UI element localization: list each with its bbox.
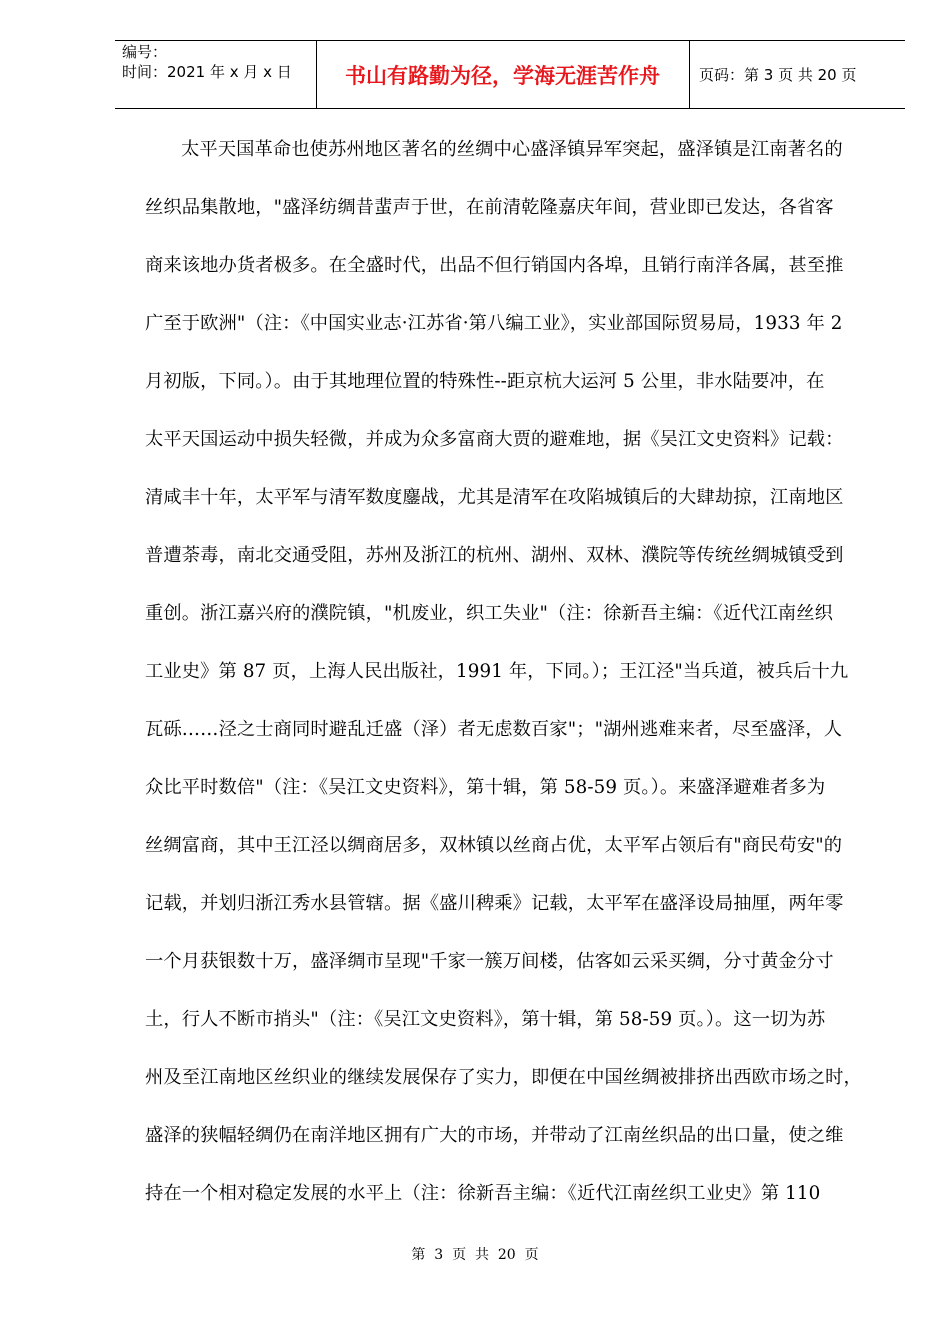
text-line: 商来该地办货者极多。在全盛时代，出品不但行销国内各埠，且销行南洋各属，甚至推: [145, 255, 844, 276]
text-line: 持在一个相对稳定发展的水平上（注：徐新吾主编：《近代江南丝织工业史》第 110: [145, 1183, 821, 1204]
text-line: 清咸丰十年，太平军与清军数度鏖战，尤其是清军在攻陷城镇后的大肆劫掠，江南地区: [145, 487, 844, 508]
text-line: 普遭荼毒，南北交通受阻，苏州及浙江的杭州、湖州、双林、濮院等传统丝绸城镇受到: [145, 545, 844, 566]
time-label: 时间：2021 年 x 月 x 日: [122, 63, 292, 81]
text-line: 重创。浙江嘉兴府的濮院镇，"机废业，织工失业"（注：徐新吾主编：《近代江南丝织: [145, 603, 833, 624]
number-label: 编号：: [122, 43, 168, 61]
text-line: 土，行人不断市捎头"（注：《吴江文史资料》，第十辑，第 58-59 页。）。这一切为苏: [145, 1009, 826, 1030]
text-line: 广至于欧洲"（注：《中国实业志·江苏省·第八编工业》，实业部国际贸易局，1933 年 2: [145, 313, 843, 334]
text-line: 月初版，下同。）。由于其地理位置的特殊性--距京杭大运河 5 公里，非水陆要冲，在: [145, 371, 825, 392]
text-line: 太平天国革命也使苏州地区著名的丝绸中心盛泽镇异军突起，盛泽镇是江南著名的: [181, 139, 843, 160]
header-page-code: 页码：第 3 页 共 20 页: [699, 66, 857, 84]
text-line: 一个月获银数十万，盛泽绸市呈现"千家一簇万间楼，估客如云采买绸，分寸黄金分寸: [145, 951, 834, 972]
page-footer: 第 3 页 共 20 页: [411, 1247, 539, 1263]
header-meta-cell: [115, 41, 317, 108]
header-page-cell: [690, 41, 905, 108]
text-line: 州及至江南地区丝织业的继续发展保存了实力，即便在中国丝绸被排挤出西欧市场之时，: [145, 1067, 862, 1088]
text-line: 丝织品集散地，"盛泽纺绸昔蜚声于世，在前清乾隆嘉庆年间，营业即已发达，各省客: [145, 197, 834, 218]
text-line: 众比平时数倍"（注：《吴江文史资料》，第十辑，第 58-59 页。）。来盛泽避难者多为: [145, 777, 826, 798]
text-line: 记载，并划归浙江秀水县管辖。据《盛川稗乘》记载，太平军在盛泽设局抽厘，两年零: [145, 893, 844, 914]
page-header: [115, 40, 905, 109]
text-line: 太平天国运动中损失轻微，并成为众多富商大贾的避难地，据《吴江文史资料》记载：: [145, 429, 844, 450]
text-line: 盛泽的狭幅轻绸仍在南洋地区拥有广大的市场，并带动了江南丝织品的出口量，使之维: [145, 1125, 844, 1146]
header-motto-cell: [316, 41, 690, 108]
motto-text: 书山有路勤为径，学海无涯苦作舟: [345, 63, 660, 88]
text-line: 丝绸富商，其中王江泾以绸商居多，双林镇以丝商占优，太平军占领后有"商民苟安"的: [145, 835, 843, 856]
text-line: 瓦砾……泾之士商同时避乱迁盛（泽）者无虑数百家"；"湖州逃难来者，尽至盛泽，人: [145, 719, 843, 740]
text-line: 工业史》第 87 页，上海人民出版社，1991 年，下同。）；王江泾"当兵道，被兵后十九: [145, 661, 849, 682]
